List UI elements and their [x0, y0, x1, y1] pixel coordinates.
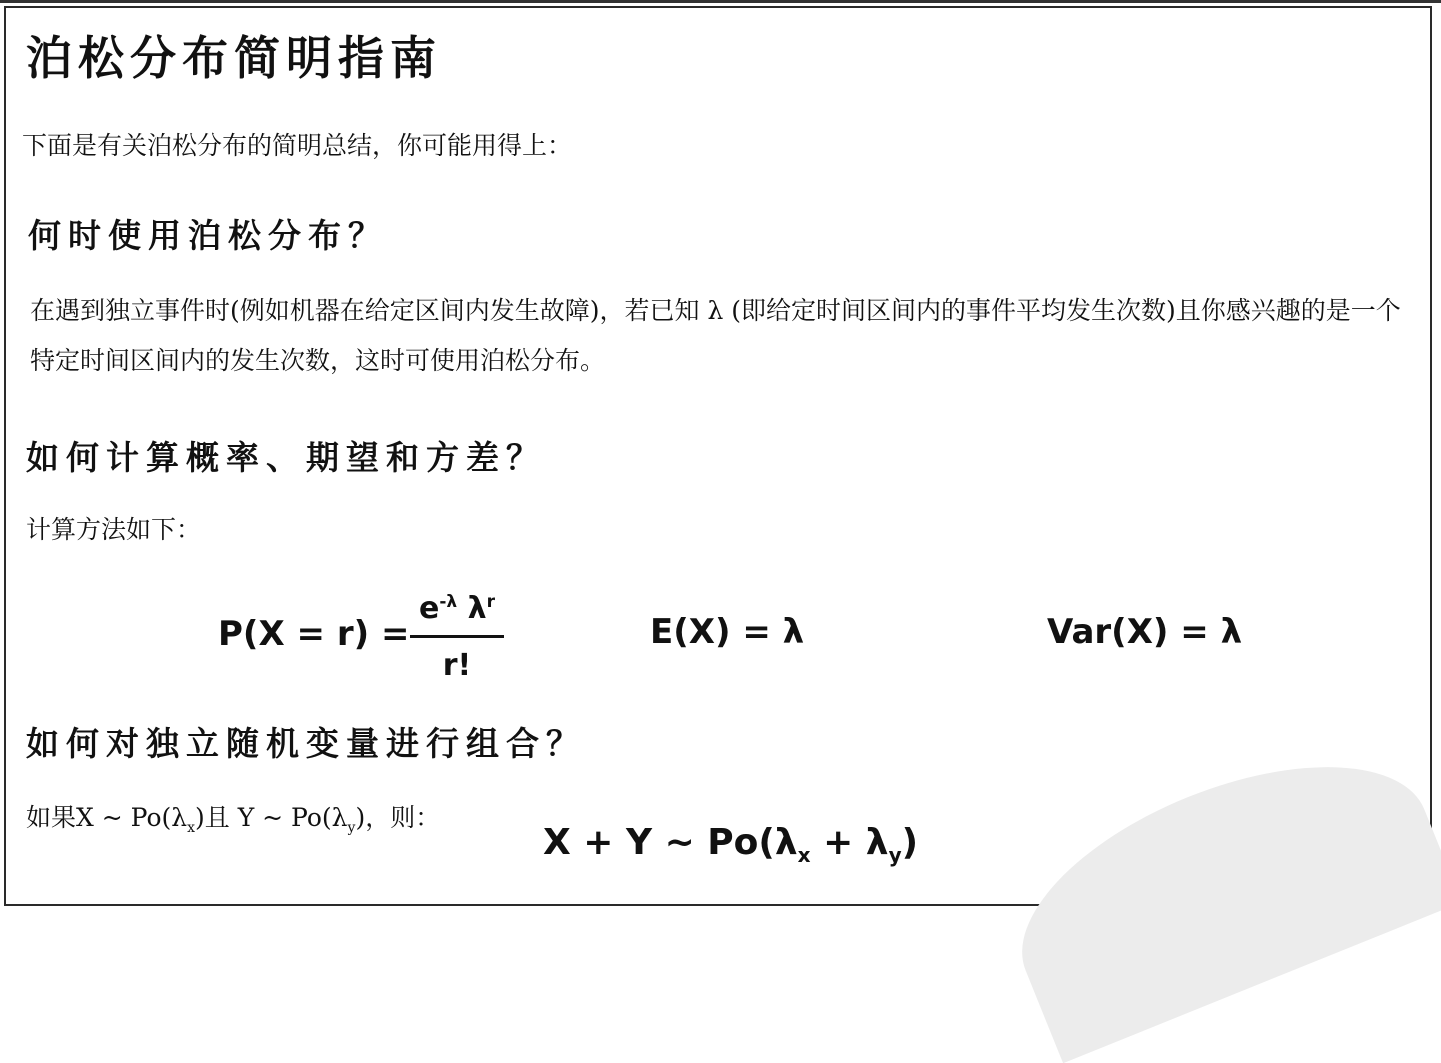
combine-text-part1: 如果X ~ Po(λ — [26, 803, 188, 832]
page-title: 泊松分布简明指南 — [26, 31, 442, 85]
probability-numerator — [410, 582, 504, 629]
combine-text-part3: )，则： — [355, 803, 441, 832]
heading-combine-variables: 如何对独立随机变量进行组合？ — [26, 724, 586, 763]
combine-sub-x: x — [187, 820, 196, 836]
intro-text: 下面是有关泊松分布的简明总结，你可能用得上： — [22, 131, 573, 160]
probability-denominator: r! — [442, 648, 472, 683]
calculation-intro-text: 计算方法如下： — [26, 515, 202, 544]
sum-sub-y: y — [888, 843, 902, 868]
combine-condition-text — [26, 798, 440, 836]
numerator-lambda-exponent: r — [486, 592, 495, 612]
numerator-e: e — [418, 591, 440, 626]
probability-formula-lhs: P(X = r) = — [218, 614, 410, 654]
when-to-use-paragraph: 在遇到独立事件时(例如机器在给定区间内发生故障)，若已知 λ (即给定时间区间内的事件平均发生次数)且你感兴趣的是一个特定时间区间内的发生次数，这时可使用泊松分布。 — [30, 296, 1401, 375]
sum-part2: + λ — [810, 822, 889, 863]
sum-part3: ) — [901, 822, 919, 863]
combine-text-part2: )且 Y ~ Po(λ — [195, 803, 348, 832]
fraction-bar — [410, 635, 504, 638]
heading-when-to-use: 何时使用泊松分布？ — [28, 216, 388, 255]
sum-distribution-formula — [543, 822, 918, 867]
numerator-lambda: λ — [457, 591, 487, 626]
probability-fraction — [410, 582, 504, 684]
variance-formula: Var(X) = λ — [1047, 612, 1243, 652]
sum-sub-x: x — [797, 843, 811, 868]
heading-how-to-calculate: 如何计算概率、期望和方差？ — [26, 438, 546, 477]
numerator-e-exponent: -λ — [439, 592, 458, 612]
combine-sub-y: y — [347, 820, 356, 836]
sum-part1: X + Y ~ Po(λ — [543, 822, 798, 863]
expectation-formula: E(X) = λ — [650, 612, 805, 652]
top-border-line — [0, 0, 1441, 3]
